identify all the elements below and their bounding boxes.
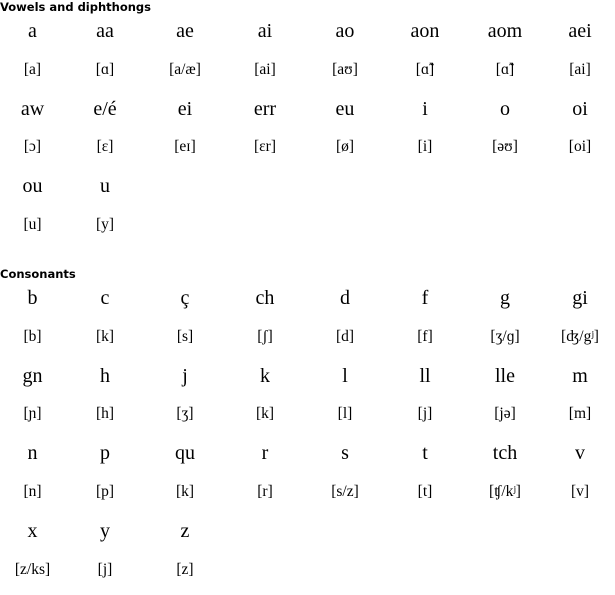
consonants-letter: r — [261, 442, 269, 465]
consonants-ipa: [f] — [417, 327, 433, 345]
consonants-ipa: [ʒ] — [176, 405, 194, 423]
consonants-letter: y — [100, 519, 110, 542]
consonants-letter: x — [27, 519, 38, 542]
consonants-ipa: [p] — [95, 482, 115, 500]
vowels-letter — [145, 173, 225, 212]
vowels-letter — [545, 173, 615, 212]
vowels-letter: ao — [335, 20, 355, 42]
vowels-letter: ei — [177, 97, 193, 120]
consonants-letter: t — [422, 442, 428, 465]
consonants-ipa — [225, 557, 305, 595]
consonants-ipa: [m] — [568, 405, 592, 423]
consonants-grid — [0, 285, 615, 595]
vowels-ipa: [i] — [417, 138, 433, 156]
consonants-letter: b — [27, 287, 38, 309]
consonants-ipa — [545, 557, 615, 595]
consonants-ipa — [305, 557, 385, 595]
consonants-ipa: [k] — [95, 327, 115, 345]
vowels-ipa: [y] — [95, 215, 115, 233]
consonants-letter: lle — [495, 364, 515, 387]
consonants-ipa: [l] — [337, 405, 353, 423]
consonants-letter: ll — [419, 364, 431, 387]
consonants-letter: ch — [255, 287, 275, 309]
vowels-letter — [465, 173, 545, 212]
vowels-ipa: [ø] — [335, 138, 355, 156]
vowels-letter: u — [100, 175, 110, 198]
consonants-letter: j — [182, 364, 188, 387]
vowels-ipa: [oi] — [568, 138, 592, 156]
vowels-ipa: [ɑ̃] — [495, 60, 515, 78]
consonants-ipa: [b] — [23, 327, 42, 345]
vowels-heading: Vowels and diphthongs — [0, 0, 152, 14]
vowels-ipa: [a/æ] — [169, 60, 201, 78]
consonants-ipa: [j] — [417, 405, 433, 423]
consonants-letter — [545, 518, 615, 557]
consonants-letter: n — [27, 442, 38, 465]
vowels-ipa: [aʊ] — [332, 60, 358, 78]
vowels-ipa: [ɛr] — [254, 138, 276, 156]
vowels-ipa: [ɛ] — [96, 138, 114, 156]
vowels-letter: e/é — [93, 97, 117, 120]
consonants-letter: ç — [180, 287, 190, 309]
vowels-letter: ai — [257, 20, 273, 42]
vowels-ipa: [ai] — [569, 60, 591, 78]
consonants-ipa: [s] — [176, 327, 194, 345]
vowels-ipa: [eɪ] — [174, 138, 196, 156]
vowels-letter: ou — [22, 175, 43, 198]
vowels-ipa — [465, 212, 545, 251]
vowels-letter: aa — [96, 20, 114, 42]
vowels-ipa — [545, 212, 615, 251]
consonants-letter: s — [341, 442, 349, 465]
consonants-ipa: [k] — [175, 482, 195, 500]
consonants-ipa: [s/z] — [331, 482, 359, 500]
consonants-letter — [305, 518, 385, 557]
consonants-ipa: [j] — [97, 560, 113, 578]
vowels-ipa — [225, 212, 305, 251]
consonants-ipa: [v] — [570, 482, 590, 500]
consonants-letter: z — [180, 519, 190, 542]
consonants-ipa: [z] — [176, 560, 194, 578]
vowels-letter: aom — [487, 20, 523, 42]
consonants-letter: f — [421, 287, 429, 309]
consonants-letter: g — [500, 287, 510, 309]
consonants-letter: h — [100, 364, 110, 387]
vowels-letter: aon — [410, 20, 440, 42]
consonants-ipa: [jə] — [494, 405, 516, 423]
vowels-ipa — [385, 212, 465, 251]
vowels-ipa: [u] — [23, 215, 42, 233]
consonants-letter — [225, 518, 305, 557]
vowels-letter: err — [253, 97, 277, 120]
consonants-letter: gi — [572, 287, 588, 309]
vowels-letter: a — [28, 20, 37, 42]
consonants-letter: k — [260, 364, 270, 387]
consonants-letter: gn — [22, 364, 43, 387]
consonants-letter — [465, 518, 545, 557]
consonants-letter: v — [575, 442, 585, 465]
vowels-letter: aw — [20, 97, 45, 120]
consonants-ipa: [ɲ] — [23, 405, 42, 423]
consonants-ipa: [h] — [95, 405, 115, 423]
consonants-ipa: [d] — [335, 327, 355, 345]
vowels-letter — [385, 173, 465, 212]
vowels-letter: aei — [568, 20, 592, 42]
consonants-heading: Consonants — [0, 267, 76, 281]
vowels-grid — [0, 18, 615, 251]
consonants-letter: d — [340, 287, 350, 309]
consonants-ipa: [ʤ/gʲ] — [561, 327, 599, 345]
consonants-ipa — [385, 557, 465, 595]
vowels-letter: eu — [335, 97, 355, 120]
vowels-letter: o — [500, 97, 510, 120]
vowels-letter — [225, 173, 305, 212]
consonants-letter: c — [100, 287, 110, 309]
vowels-letter: oi — [572, 97, 588, 120]
vowels-ipa — [305, 212, 385, 251]
vowels-ipa — [145, 212, 225, 251]
vowels-ipa: [ɑ̃] — [415, 60, 435, 78]
consonants-letter: tch — [492, 442, 518, 465]
vowels-ipa: [ɔ] — [23, 138, 42, 156]
consonants-letter: qu — [175, 442, 195, 465]
consonants-letter: m — [572, 364, 588, 387]
consonants-ipa — [465, 557, 545, 595]
consonants-ipa: [t] — [417, 482, 433, 500]
vowels-letter: i — [422, 97, 428, 120]
consonants-ipa: [z/ks] — [14, 560, 51, 578]
consonants-ipa: [ʃ] — [257, 327, 273, 345]
vowels-ipa: [ai] — [254, 60, 276, 78]
vowels-ipa: [əʊ] — [492, 138, 518, 156]
vowels-letter — [305, 173, 385, 212]
vowels-letter: ae — [176, 20, 194, 42]
vowels-ipa: [ɑ] — [95, 60, 115, 78]
vowels-ipa: [a] — [23, 60, 42, 78]
consonants-ipa: [k] — [255, 405, 275, 423]
consonants-ipa: [ʧ/kʲ] — [489, 482, 521, 500]
consonants-letter: l — [342, 364, 348, 387]
consonants-letter: p — [100, 442, 110, 465]
consonants-letter — [385, 518, 465, 557]
consonants-ipa: [ʒ/ɡ] — [490, 327, 520, 345]
consonants-ipa: [r] — [257, 482, 273, 500]
consonants-ipa: [n] — [23, 482, 42, 500]
